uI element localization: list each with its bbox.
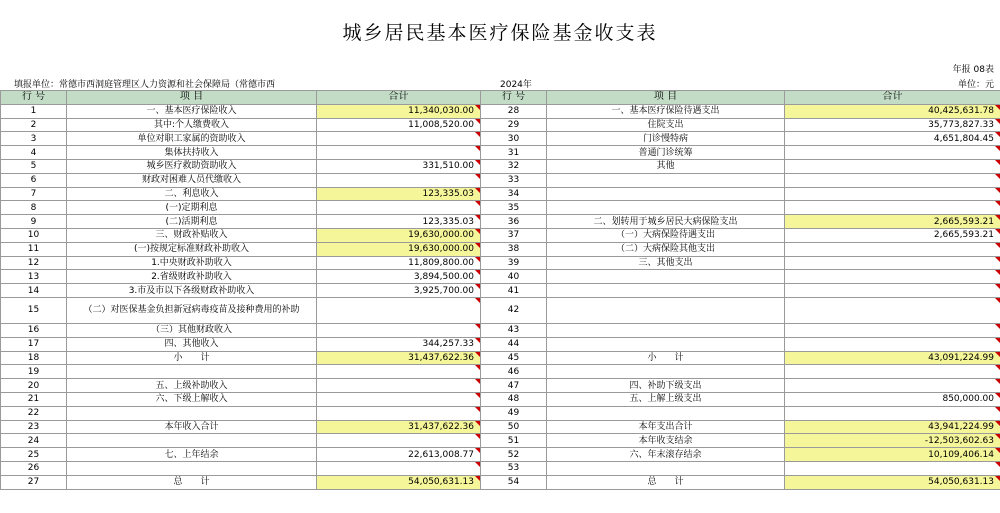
header-total-left: 合计 bbox=[317, 91, 481, 105]
row-number-left: 21 bbox=[1, 392, 67, 406]
row-number-right: 39 bbox=[481, 256, 547, 270]
row-number-left: 4 bbox=[1, 146, 67, 160]
table-row bbox=[1, 284, 1000, 298]
expense-amount-cell[interactable]: 4,651,804.45 bbox=[785, 132, 1000, 146]
income-amount-cell[interactable] bbox=[317, 297, 481, 323]
row-number-left: 17 bbox=[1, 337, 67, 351]
expense-amount-cell[interactable] bbox=[785, 297, 1000, 323]
expense-item-label: （一）大病保险待遇支出 bbox=[547, 228, 785, 242]
table-row bbox=[1, 420, 1000, 434]
row-number-right: 47 bbox=[481, 379, 547, 393]
income-amount-cell[interactable] bbox=[317, 406, 481, 420]
row-number-right: 51 bbox=[481, 434, 547, 448]
row-number-left: 25 bbox=[1, 448, 67, 462]
expense-amount-cell[interactable]: 2,665,593.21 bbox=[785, 215, 1000, 229]
income-amount-cell[interactable] bbox=[317, 173, 481, 187]
table-row bbox=[1, 323, 1000, 337]
row-number-right: 29 bbox=[481, 118, 547, 132]
income-amount-cell[interactable]: 19,630,000.00 bbox=[317, 242, 481, 256]
row-number-left: 9 bbox=[1, 215, 67, 229]
table-row bbox=[1, 104, 1000, 118]
row-number-left: 13 bbox=[1, 270, 67, 284]
income-amount-cell[interactable]: 22,613,008.77 bbox=[317, 448, 481, 462]
row-number-left: 12 bbox=[1, 256, 67, 270]
income-amount-cell[interactable]: 3,925,700.00 bbox=[317, 284, 481, 298]
expense-item-label: 五、上解上级支出 bbox=[547, 392, 785, 406]
row-number-right: 41 bbox=[481, 284, 547, 298]
table-row bbox=[1, 475, 1000, 489]
expense-amount-cell[interactable] bbox=[785, 187, 1000, 201]
table-row bbox=[1, 173, 1000, 187]
income-amount-cell[interactable] bbox=[317, 201, 481, 215]
row-number-left: 6 bbox=[1, 173, 67, 187]
report-code: 年报 08表 bbox=[952, 65, 994, 75]
expense-item-label: 一、基本医疗保险待遇支出 bbox=[547, 104, 785, 118]
income-item-label: 集体扶持收入 bbox=[67, 146, 317, 160]
row-number-left: 3 bbox=[1, 132, 67, 146]
table-row bbox=[1, 337, 1000, 351]
expense-amount-cell[interactable] bbox=[785, 256, 1000, 270]
row-number-left: 14 bbox=[1, 284, 67, 298]
report-title: 城乡居民基本医疗保险基金收支表 bbox=[342, 22, 658, 44]
income-amount-cell[interactable]: 123,335.03 bbox=[317, 215, 481, 229]
fund-table bbox=[0, 90, 1000, 490]
row-number-left: 16 bbox=[1, 323, 67, 337]
income-item-label: 四、其他收入 bbox=[67, 337, 317, 351]
expense-amount-cell[interactable]: 43,091,224.99 bbox=[785, 351, 1000, 365]
table-row bbox=[1, 448, 1000, 462]
row-number-left: 10 bbox=[1, 228, 67, 242]
income-item-label: （三）其他财政收入 bbox=[67, 323, 317, 337]
row-number-right: 44 bbox=[481, 337, 547, 351]
income-item-label: 本年收入合计 bbox=[67, 420, 317, 434]
expense-item-label: 本年收支结余 bbox=[547, 434, 785, 448]
income-amount-cell[interactable]: 344,257.33 bbox=[317, 337, 481, 351]
expense-item-label: 其他 bbox=[547, 159, 785, 173]
row-number-right: 31 bbox=[481, 146, 547, 160]
row-number-left: 26 bbox=[1, 461, 67, 475]
expense-item-label: 住院支出 bbox=[547, 118, 785, 132]
income-amount-cell[interactable] bbox=[317, 434, 481, 448]
income-amount-cell[interactable]: 11,008,520.00 bbox=[317, 118, 481, 132]
row-number-left: 19 bbox=[1, 365, 67, 379]
income-item-label: 五、上级补助收入 bbox=[67, 379, 317, 393]
income-amount-cell[interactable]: 3,894,500.00 bbox=[317, 270, 481, 284]
table-header bbox=[1, 91, 1000, 105]
row-number-right: 30 bbox=[481, 132, 547, 146]
row-number-right: 52 bbox=[481, 448, 547, 462]
expense-amount-cell[interactable] bbox=[785, 146, 1000, 160]
income-item-label: 单位对职工家属的资助收入 bbox=[67, 132, 317, 146]
expense-amount-cell[interactable] bbox=[785, 379, 1000, 393]
header-seq-right: 行 号 bbox=[481, 91, 547, 105]
row-number-right: 36 bbox=[481, 215, 547, 229]
row-number-left: 1 bbox=[1, 104, 67, 118]
income-amount-cell[interactable]: 54,050,631.13 bbox=[317, 475, 481, 489]
expense-item-label: 六、年末滚存结余 bbox=[547, 448, 785, 462]
income-item-label: 财政对困难人员代缴收入 bbox=[67, 173, 317, 187]
expense-item-label bbox=[547, 323, 785, 337]
expense-amount-cell[interactable] bbox=[785, 242, 1000, 256]
row-number-right: 28 bbox=[481, 104, 547, 118]
income-amount-cell[interactable] bbox=[317, 323, 481, 337]
expense-item-label bbox=[547, 201, 785, 215]
row-number-left: 15 bbox=[1, 297, 67, 323]
header-total-right: 合计 bbox=[785, 91, 1000, 105]
table-row bbox=[1, 351, 1000, 365]
income-amount-cell[interactable] bbox=[317, 365, 481, 379]
row-number-right: 43 bbox=[481, 323, 547, 337]
income-amount-cell[interactable]: 123,335.03 bbox=[317, 187, 481, 201]
table-row bbox=[1, 392, 1000, 406]
expense-item-label: 门诊慢特病 bbox=[547, 132, 785, 146]
row-number-left: 24 bbox=[1, 434, 67, 448]
row-number-left: 22 bbox=[1, 406, 67, 420]
expense-item-label bbox=[547, 337, 785, 351]
table-row bbox=[1, 187, 1000, 201]
income-item-label: 三、财政补贴收入 bbox=[67, 228, 317, 242]
expense-amount-cell[interactable] bbox=[785, 337, 1000, 351]
expense-item-label: 三、其他支出 bbox=[547, 256, 785, 270]
row-number-right: 42 bbox=[481, 297, 547, 323]
expense-amount-cell[interactable] bbox=[785, 323, 1000, 337]
row-number-left: 7 bbox=[1, 187, 67, 201]
report-year: 2024年 bbox=[500, 80, 532, 90]
income-item-label: 城乡医疗救助资助收入 bbox=[67, 159, 317, 173]
income-item-label: 六、下级上解收入 bbox=[67, 392, 317, 406]
expense-item-label bbox=[547, 297, 785, 323]
expense-item-label bbox=[547, 173, 785, 187]
expense-amount-cell[interactable]: 10,109,406.14 bbox=[785, 448, 1000, 462]
row-number-left: 23 bbox=[1, 420, 67, 434]
income-item-label: 一、基本医疗保险收入 bbox=[67, 104, 317, 118]
expense-amount-cell[interactable]: 54,050,631.13 bbox=[785, 475, 1000, 489]
row-number-right: 45 bbox=[481, 351, 547, 365]
expense-amount-cell[interactable] bbox=[785, 284, 1000, 298]
expense-amount-cell[interactable] bbox=[785, 201, 1000, 215]
header-item-right: 项 目 bbox=[547, 91, 785, 105]
row-number-right: 50 bbox=[481, 420, 547, 434]
income-item-label bbox=[67, 406, 317, 420]
expense-amount-cell[interactable]: -12,503,602.63 bbox=[785, 434, 1000, 448]
table-row bbox=[1, 434, 1000, 448]
income-amount-cell[interactable] bbox=[317, 379, 481, 393]
table-row bbox=[1, 159, 1000, 173]
table-row bbox=[1, 215, 1000, 229]
expense-item-label bbox=[547, 365, 785, 379]
income-item-label bbox=[67, 434, 317, 448]
income-amount-cell[interactable] bbox=[317, 392, 481, 406]
table-row bbox=[1, 242, 1000, 256]
income-item-label bbox=[67, 461, 317, 475]
table-row bbox=[1, 132, 1000, 146]
income-item-label: 总 计 bbox=[67, 475, 317, 489]
income-item-label bbox=[67, 365, 317, 379]
expense-item-label bbox=[547, 284, 785, 298]
income-amount-cell[interactable] bbox=[317, 132, 481, 146]
header-item-left: 项 目 bbox=[67, 91, 317, 105]
income-item-label: 1.中央财政补助收入 bbox=[67, 256, 317, 270]
expense-amount-cell[interactable] bbox=[785, 270, 1000, 284]
row-number-left: 8 bbox=[1, 201, 67, 215]
expense-amount-cell[interactable]: 35,773,827.33 bbox=[785, 118, 1000, 132]
row-number-left: 2 bbox=[1, 118, 67, 132]
row-number-right: 32 bbox=[481, 159, 547, 173]
table-row bbox=[1, 201, 1000, 215]
income-item-label: 3.市及市以下各级财政补助收入 bbox=[67, 284, 317, 298]
expense-item-label: （二）大病保险其他支出 bbox=[547, 242, 785, 256]
row-number-right: 53 bbox=[481, 461, 547, 475]
income-item-label: (二)活期利息 bbox=[67, 215, 317, 229]
row-number-right: 49 bbox=[481, 406, 547, 420]
table-row bbox=[1, 270, 1000, 284]
table-row bbox=[1, 146, 1000, 160]
row-number-right: 48 bbox=[481, 392, 547, 406]
row-number-right: 35 bbox=[481, 201, 547, 215]
expense-item-label bbox=[547, 406, 785, 420]
income-amount-cell[interactable]: 19,630,000.00 bbox=[317, 228, 481, 242]
income-item-label: (一)按规定标准财政补助收入 bbox=[67, 242, 317, 256]
table-row bbox=[1, 461, 1000, 475]
row-number-left: 27 bbox=[1, 475, 67, 489]
header-seq-left: 行 号 bbox=[1, 91, 67, 105]
income-amount-cell[interactable] bbox=[317, 461, 481, 475]
table-row bbox=[1, 118, 1000, 132]
table-row bbox=[1, 365, 1000, 379]
income-amount-cell[interactable]: 331,510.00 bbox=[317, 159, 481, 173]
row-number-right: 37 bbox=[481, 228, 547, 242]
expense-item-label: 总 计 bbox=[547, 475, 785, 489]
row-number-left: 18 bbox=[1, 351, 67, 365]
income-item-label: 七、上年结余 bbox=[67, 448, 317, 462]
filing-unit: 填报单位：常德市西洞庭管理区人力资源和社会保障局（常德市西 bbox=[14, 80, 276, 90]
expense-item-label bbox=[547, 461, 785, 475]
expense-amount-cell[interactable] bbox=[785, 159, 1000, 173]
row-number-left: 11 bbox=[1, 242, 67, 256]
expense-item-label bbox=[547, 187, 785, 201]
unit-label: 单位：元 bbox=[957, 80, 994, 90]
income-amount-cell[interactable] bbox=[317, 146, 481, 160]
income-amount-cell[interactable]: 31,437,622.36 bbox=[317, 351, 481, 365]
row-number-right: 33 bbox=[481, 173, 547, 187]
table-row bbox=[1, 228, 1000, 242]
expense-amount-cell[interactable] bbox=[785, 365, 1000, 379]
row-number-right: 38 bbox=[481, 242, 547, 256]
row-number-right: 54 bbox=[481, 475, 547, 489]
expense-item-label bbox=[547, 270, 785, 284]
table-row bbox=[1, 379, 1000, 393]
expense-amount-cell[interactable] bbox=[785, 173, 1000, 187]
expense-amount-cell[interactable]: 2,665,593.21 bbox=[785, 228, 1000, 242]
table-row bbox=[1, 406, 1000, 420]
table-row bbox=[1, 297, 1000, 323]
expense-amount-cell[interactable]: 40,425,631.78 bbox=[785, 104, 1000, 118]
row-number-right: 34 bbox=[481, 187, 547, 201]
expense-amount-cell[interactable] bbox=[785, 406, 1000, 420]
income-item-label: 2.省级财政补助收入 bbox=[67, 270, 317, 284]
expense-amount-cell[interactable]: 43,941,224.99 bbox=[785, 420, 1000, 434]
expense-item-label: 普通门诊统筹 bbox=[547, 146, 785, 160]
row-number-right: 40 bbox=[481, 270, 547, 284]
expense-item-label: 四、补助下级支出 bbox=[547, 379, 785, 393]
income-item-label: 其中:个人缴费收入 bbox=[67, 118, 317, 132]
table-row bbox=[1, 256, 1000, 270]
expense-item-label: 本年支出合计 bbox=[547, 420, 785, 434]
income-item-label: 小 计 bbox=[67, 351, 317, 365]
income-item-label: 二、利息收入 bbox=[67, 187, 317, 201]
row-number-right: 46 bbox=[481, 365, 547, 379]
income-item-label: （二）对医保基金负担新冠病毒疫苗及接种费用的补助 bbox=[67, 297, 317, 323]
row-number-left: 5 bbox=[1, 159, 67, 173]
income-item-label: (一)定期利息 bbox=[67, 201, 317, 215]
income-amount-cell[interactable]: 31,437,622.36 bbox=[317, 420, 481, 434]
expense-amount-cell[interactable] bbox=[785, 461, 1000, 475]
income-amount-cell[interactable]: 11,340,030.00 bbox=[317, 104, 481, 118]
income-amount-cell[interactable]: 11,809,800.00 bbox=[317, 256, 481, 270]
expense-item-label: 二、划转用于城乡居民大病保险支出 bbox=[547, 215, 785, 229]
row-number-left: 20 bbox=[1, 379, 67, 393]
expense-amount-cell[interactable]: 850,000.00 bbox=[785, 392, 1000, 406]
expense-item-label: 小 计 bbox=[547, 351, 785, 365]
